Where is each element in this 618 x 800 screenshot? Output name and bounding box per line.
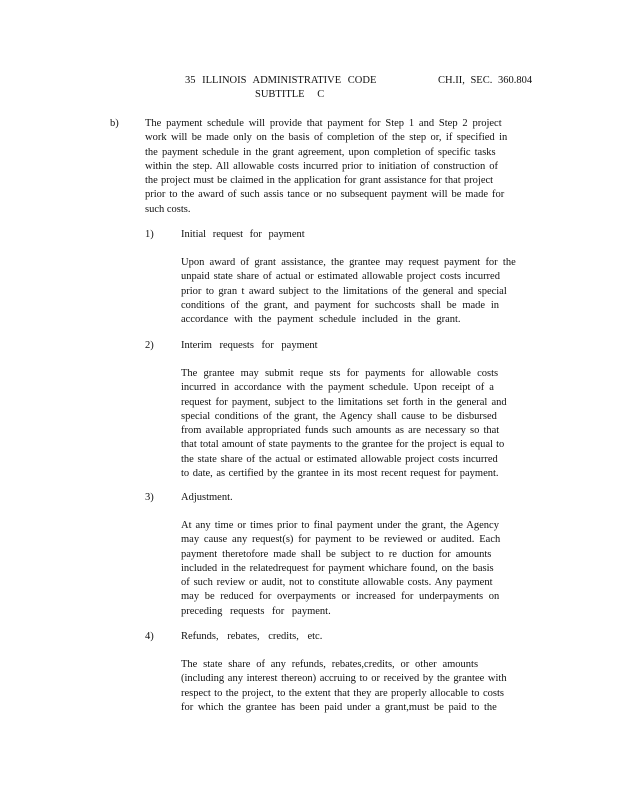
- section-b-line: The payment schedule will provide that payment for Step 1 and Step 2 project: [145, 118, 502, 129]
- item-4-line: respect to the project, to the extent that they are properly allocable to costs: [181, 687, 504, 699]
- item-2-line: the state share of the actual or estimated allowable project costs incurred: [181, 453, 498, 465]
- item-2-line: from available appropriated funds such amounts as are necessary so that: [181, 425, 500, 437]
- item-4-line: for which the grantee has been paid under a grant,must be paid to the: [181, 701, 497, 713]
- item-3-line: may cause any request(s) for payment to be reviewed or audited. Each: [181, 534, 501, 546]
- item-4-number: 4): [145, 631, 154, 642]
- item-1-number: 1): [145, 229, 154, 240]
- item-2-line: that total amount of state payments to the grantee for the project is equal to: [181, 439, 505, 451]
- item-2-line: incurred in accordance with the payment schedule. Upon receipt of a: [181, 382, 494, 394]
- item-1-line: accordance with the payment schedule included in the grant.: [181, 314, 461, 326]
- item-3-line: preceding requests for payment.: [181, 605, 331, 617]
- section-b-label: b): [110, 118, 119, 129]
- section-b-line: such costs.: [145, 203, 191, 215]
- header-subtitle: SUBTITLE C: [255, 89, 325, 100]
- header-section-ref: CH.II, SEC. 360.804: [438, 75, 533, 86]
- item-4-title: Refunds, rebates, credits, etc.: [181, 631, 323, 642]
- section-b-line: the project must be claimed in the application for grant assistance for that project: [145, 175, 494, 187]
- item-2-title: Interim requests for payment: [181, 340, 318, 351]
- item-2-paragraph: [181, 367, 546, 481]
- item-3-paragraph: [181, 519, 536, 619]
- item-1-line: conditions of the grant, and payment for suchcosts shall be made in: [181, 299, 500, 311]
- item-1-paragraph: [181, 256, 541, 327]
- item-3-title: Adjustment.: [181, 492, 233, 503]
- item-3-line: payment theretofore made shall be subject to re duction for amounts: [181, 548, 492, 560]
- item-2-line: The grantee may submit reque sts for payments for allowable costs: [181, 368, 499, 379]
- section-b-line: prior to the award of such assis tance or no subsequent payment will be made for: [145, 189, 505, 201]
- item-2-line: special conditions of the grant, the Agency shall cause to be disbursed: [181, 410, 497, 422]
- header-code-title: 35 ILLINOIS ADMINISTRATIVE CODE: [185, 75, 377, 86]
- section-b-line: work will be made only on the basis of completion of the step or, if specified in: [145, 132, 508, 144]
- item-1-line: Upon award of grant assistance, the grantee may request payment for the: [181, 257, 516, 268]
- item-2-line: to date, as certified by the grantee in its most recent request for payment.: [181, 468, 499, 480]
- item-2-number: 2): [145, 340, 154, 351]
- item-3-line: of such review or audit, not to constitute allowable costs. Any payment: [181, 577, 493, 589]
- item-4-line: The state share of any refunds, rebates,credits, or other amounts: [181, 659, 479, 670]
- item-4-line: (including any interest thereon) accruing to or received by the grantee with: [181, 673, 507, 685]
- section-b-line: the payment schedule in the grant agreement, upon completion of specific tasks: [145, 146, 496, 158]
- section-b-line: within the step. All allowable costs incurred prior to initiation of construction of: [145, 160, 499, 172]
- item-2-line: request for payment, subject to the limitations set forth in the general and: [181, 396, 507, 408]
- item-3-line: At any time or times prior to final payment under the grant, the Agency: [181, 520, 499, 531]
- item-1-title: Initial request for payment: [181, 229, 305, 240]
- item-1-line: prior to gran t award subject to the limitations of the general and special: [181, 285, 507, 297]
- item-3-number: 3): [145, 492, 154, 503]
- item-1-line: unpaid state share of actual or estimated allowable project costs incurred: [181, 271, 500, 283]
- section-b-paragraph: [145, 117, 540, 217]
- item-3-line: included in the relatedrequest for payment whichare found, on the basis: [181, 562, 494, 574]
- item-4-paragraph: [181, 658, 541, 715]
- item-3-line: may be reduced for overpayments or increased for underpayments on: [181, 591, 500, 603]
